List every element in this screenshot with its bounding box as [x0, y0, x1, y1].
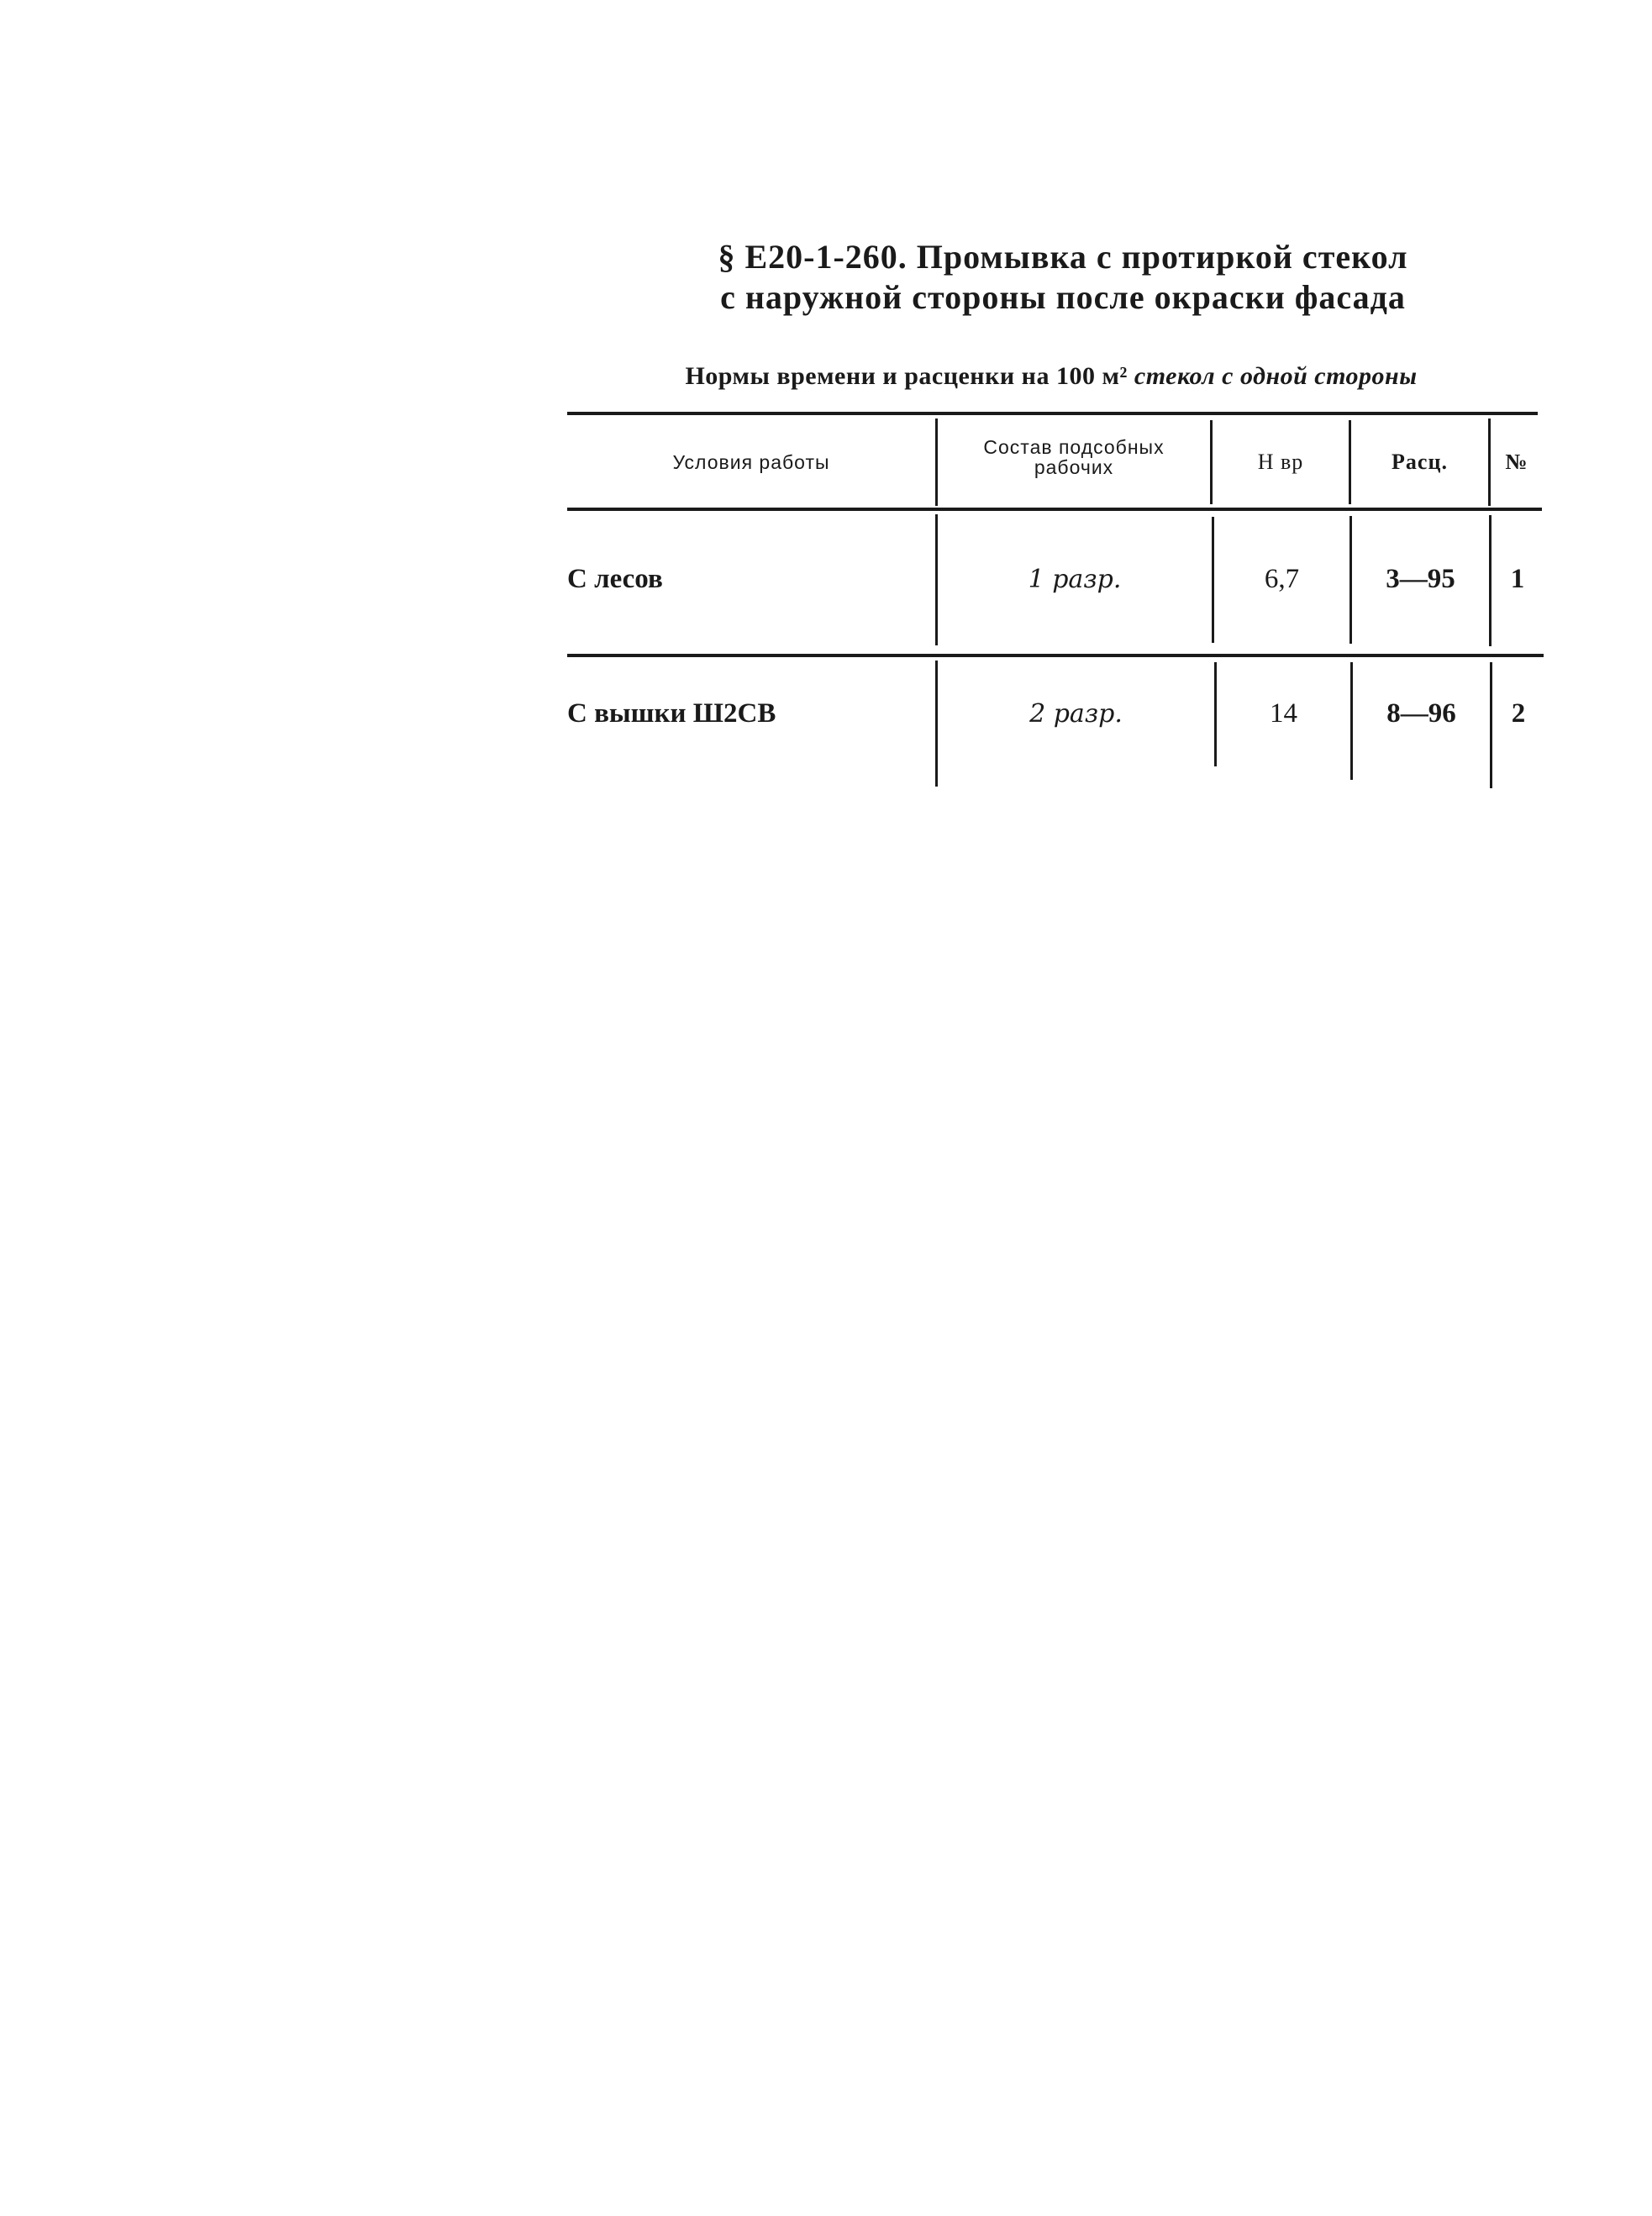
table-header-rule: [567, 508, 1542, 511]
section-title-line-1: § Е20-1-260. Промывка с протиркой стекол: [718, 238, 1408, 276]
row1-conditions: С лесов: [567, 563, 663, 594]
row2-conditions: С вышки Ш2СВ: [567, 697, 776, 729]
row1-number: 1: [1510, 563, 1525, 594]
header-rate: Расц.: [1392, 450, 1448, 474]
table-caption-suffix: стекол с одной стороны: [1134, 362, 1418, 390]
row1-crew: 1 разр.: [1028, 564, 1122, 594]
row1-norm: 6,7: [1264, 563, 1300, 594]
table-top-rule: [567, 412, 1538, 415]
row2-crew: 2 разр.: [1029, 698, 1123, 729]
row1-rate: 3—95: [1386, 563, 1455, 594]
row2-norm: 14: [1270, 697, 1297, 729]
row2-rate: 8—96: [1386, 697, 1456, 729]
row2-number: 2: [1511, 697, 1526, 729]
table-row-rule: [567, 654, 1544, 657]
header-conditions: Условия работы: [672, 451, 830, 473]
header-number: №: [1505, 450, 1528, 474]
header-norm: Н вр: [1257, 450, 1304, 474]
section-title-line-2: с наружной стороны после окраски фасада: [720, 278, 1406, 316]
header-crew: Состав подсобных рабочих: [983, 436, 1165, 478]
section-title: [639, 237, 1487, 318]
norms-table: [567, 412, 1546, 798]
table-caption: [568, 361, 1534, 392]
table-caption-prefix: Нормы времени и расценки на 100 м²: [685, 362, 1134, 390]
